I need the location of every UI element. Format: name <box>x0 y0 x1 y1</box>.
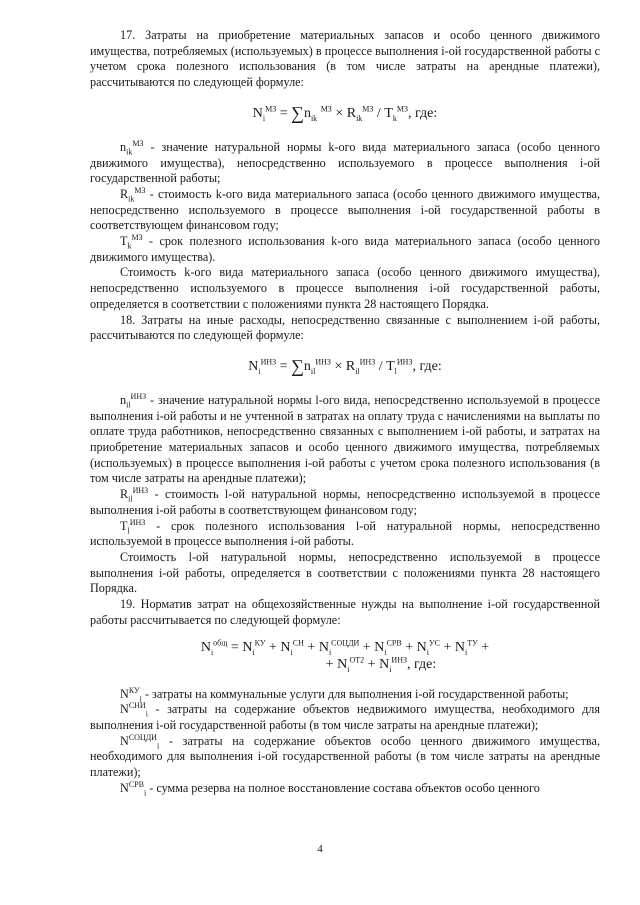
paragraph-17-cost: Стоимость k-ого вида материального запаса (особо ценного движимого имущества), непосредственно используемого в процессе выполнения i-ой государственной работы, определяется в соответствии с положениями пункта 28 настоящего Порядка. <box>90 265 600 311</box>
formula-line-2: + $N_i^{ОТ2} + N_i^{ИНЗ}$, где: <box>325 654 437 674</box>
page-number: 4 <box>317 843 323 855</box>
sum-sign: ∑ <box>291 102 304 123</box>
paragraph-19: 19. Норматив затрат на общехозяйственные нужды на выполнение i-ой государственной работы рассчитывается по следующей формуле: <box>90 597 600 627</box>
definition-n-sni: $N^{СНИ}_i$ - затраты на содержание объектов недвижимого имущества, необходимого для выполнения i-ой государственной работы (в том числе затраты на арендные платежи); <box>90 701 600 732</box>
definition-n-sotsdi: $N^{СОЦДИ}_i$ - затраты на содержание объектов особо ценного движимого имущества, необходимого для выполнения i-ой государственной работы (в том числе затраты на арендные платежи); <box>90 732 600 780</box>
paragraph-18-cost: Стоимость l-ой натуральной нормы, непосредственно используемой в процессе выполнения i-ой работы, определяется в соответствии с положениями пункта 28 настоящего Порядка. <box>90 549 600 596</box>
definition-t-k: $T_k^{МЗ}$ - срок полезного использования k-ого вида материального запаса (особо ценного движимого имущества). <box>90 232 600 264</box>
definition-r-ik: $R_{ik}^{МЗ}$ - стоимость k-ого вида материального запаса (особо ценного движимого имущества, непосредственно используемого в процессе выполнения i-ой государственной работы в соответствующем финансовом году; <box>90 185 600 233</box>
definition-r-il: $R_{il}^{ИНЗ}$ - стоимость l-ой натуральной нормы, непосредственно используемой в процессе выполнения i-ой работы в соответствующем финансовом году; <box>90 486 600 517</box>
formula-material-costs: $N_i^{МЗ} = \sum n_{ik}$ $^{МЗ} \times R_{ik}^{МЗ} / T_k^{МЗ}$, где: <box>252 102 438 123</box>
definition-n-srv: $N^{СРВ}_i$ - сумма резерва на полное восстановление состава объектов особо ценного <box>120 779 540 798</box>
paragraph-18: 18. Затраты на иные расходы, непосредственно связанные с выполнением i-ой работы, рассчитываются по следующей формуле: <box>90 312 600 343</box>
sum-sign: ∑ <box>291 355 304 376</box>
definition-n-il: $n_{il}^{ИНЗ}$ - значение натуральной нормы l-ого вида, непосредственно используемой в процессе выполнения i-ой работы и не учтенной в затратах на оплату труда с начислениями на выплаты по оплате труда работников, непосредственно связанных с выполнением i-ой работы, и затратах на приобретение материальных запасов и особо ценного движимого имущества, потребляемых (используемых) в процессе выполнения i-ой работы с учетом срока полезного использования (в том числе затраты на арендные платежи); <box>90 391 600 486</box>
paragraph-17: 17. Затраты на приобретение материальных запасов и особо ценного движимого имущества, потребляемых (используемых) в процессе выполнения i-ой государственной работы с учетом срока полезного использования (в том числе затраты на арендные платежи), рассчитываются по следующей формуле: <box>90 28 600 90</box>
definition-n-ku: $N^{КУ}_i$ - затраты на коммунальные услуги для выполнения i-ой государственной работы; <box>120 685 569 703</box>
formula-other-costs: $N_i^{ИНЗ} = \sum n_{il}^{ИНЗ} \times R_{il}^{ИНЗ} / T_l^{ИНЗ}$, где: <box>248 355 442 376</box>
formula-line-1: $N_i^{общ} = N_i^{КУ} + N_i^{СН} + N_i^{СОЦДИ} + N_i^{СРВ} + N_i^{УС} + N_i^{ТУ}$ + <box>200 637 490 657</box>
definition-n-ik: $n_{ik}^{МЗ}$ - значение натуральной нормы k-ого вида материального запаса (особо ценного движимого имущества), непосредственно используемого в процессе выполнения i-ой государственной работы; <box>90 138 600 186</box>
definition-t-l: $T_l^{ИНЗ}$ - срок полезного использования l-ой натуральной нормы, непосредственно используемой в процессе выполнения i-ой работы. <box>90 517 600 549</box>
formula-general-costs <box>90 639 600 673</box>
